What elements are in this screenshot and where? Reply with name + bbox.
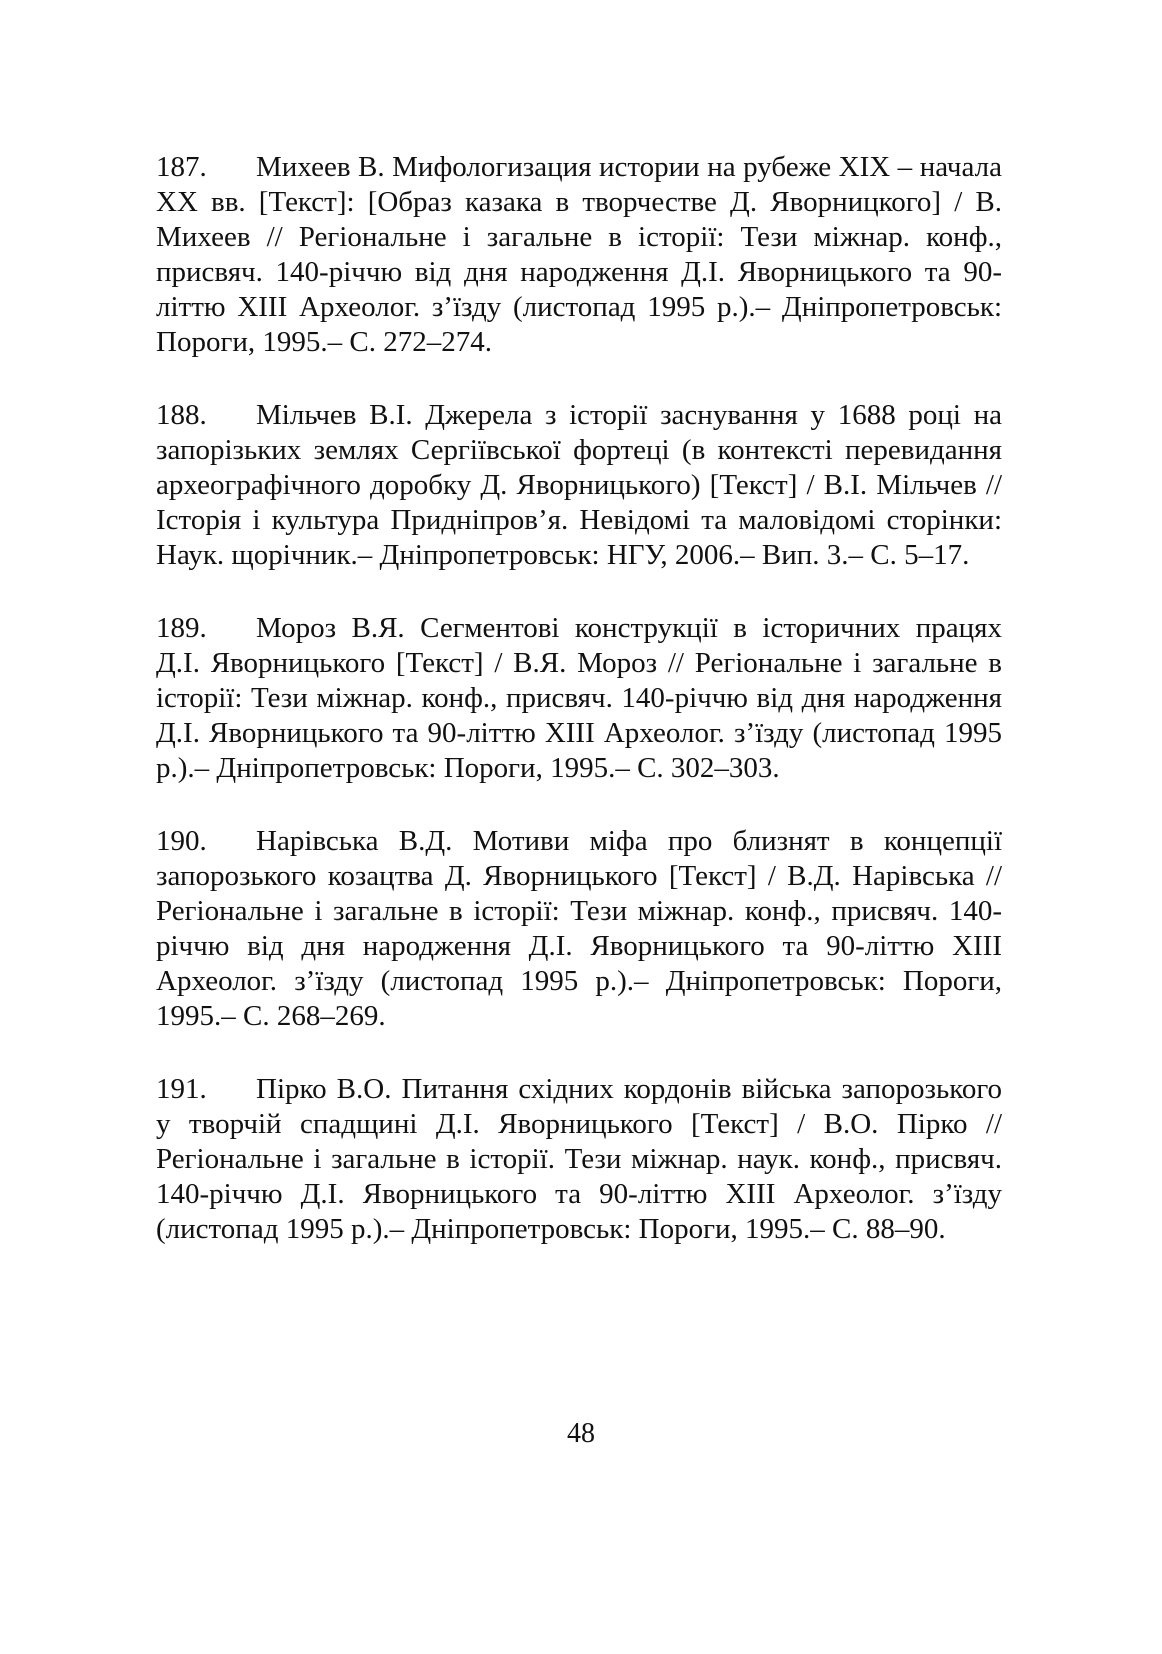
entry-text: Нарівська В.Д. Мотиви міфа про близнят в концепції запорозького козацтва Д. Яворницького [Текст] / В.Д. Нарівська // Регіональне і загальне в історії: Тези міжнар. конф., присвяч. 140-річчю від дня народження Д.І. Яворницького та 90-літтю XIII Археолог. з’їзду (листопад 1995 р.).– Дніпропетровськ: Пороги, 1995.– С. 268–269.	[156, 825, 1002, 1032]
entry-number: 191.	[156, 1073, 207, 1105]
bibliography-entry-189	[156, 611, 1002, 786]
bibliography-list	[156, 150, 1002, 1285]
bibliography-entry-191	[156, 1072, 1002, 1247]
entry-text: Пірко В.О. Питання східних кордонів війська запорозького у творчій спадщині Д.І. Яворницького [Текст] / В.О. Пірко // Регіональне і загальне в історії. Тези міжнар. наук. конф., присвяч. 140-річчю Д.І. Яворницького та 90-літтю XIII Археолог. з’їзду (листопад 1995 р.).– Дніпропетровськ: Пороги, 1995.– С. 88–90.	[156, 1073, 1002, 1245]
entry-text: Мільчев В.І. Джерела з історії заснування у 1688 році на запорізьких землях Сергіївської фортеці (в контексті перевидання археографічного доробку Д. Яворницького) [Текст] / В.І. Мільчев // Історія і культура Придніпров’я. Невідомі та маловідомі сторінки: Наук. щорічник.– Дніпропетровськ: НГУ, 2006.– Вип. 3.– С. 5–17.	[156, 399, 1002, 571]
bibliography-entry-188	[156, 398, 1002, 573]
entry-number: 188.	[156, 399, 207, 431]
entry-text: Михеев В. Мифологизация истории на рубеже XIX – начала XX вв. [Текст]: [Образ казака в творчестве Д. Яворницкого] / В. Михеев // Регіональне і загальне в історії: Тези міжнар. конф., присвяч. 140-річчю від дня народження Д.І. Яворницького та 90-літтю XIII Археолог. з’їзду (листопад 1995 р.).– Дніпропетровськ: Пороги, 1995.– С. 272–274.	[156, 151, 1002, 358]
bibliography-entry-187	[156, 150, 1002, 360]
entry-number: 187.	[156, 151, 207, 183]
bibliography-entry-190	[156, 824, 1002, 1034]
entry-number: 189.	[156, 612, 207, 644]
page-number: 48	[567, 1418, 595, 1449]
entry-number: 190.	[156, 825, 207, 857]
entry-text: Мороз В.Я. Сегментові конструкції в історичних працях Д.І. Яворницького [Текст] / В.Я. Мороз // Регіональне і загальне в історії: Тези міжнар. конф., присвяч. 140-річчю від дня народження Д.І. Яворницького та 90-літтю XIII Археолог. з’їзду (листопад 1995 р.).– Дніпропетровськ: Пороги, 1995.– С. 302–303.	[156, 612, 1002, 784]
